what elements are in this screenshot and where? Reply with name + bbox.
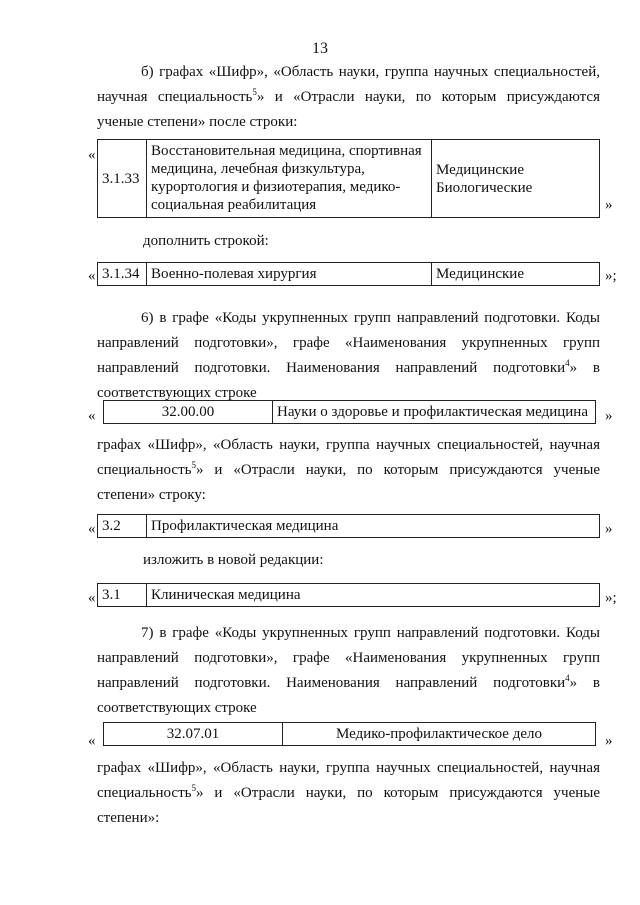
quote-open: « — [88, 268, 96, 284]
quote-close: » — [605, 733, 613, 749]
table-row-3-1-33 — [97, 139, 600, 218]
cell-code: 3.1.33 — [98, 140, 147, 218]
paragraph-b: б) графах «Шифр», «Область науки, группа научных специальностей, научная специальность$^5$» и «Отрасли науки, по которым присуждаются ученые степени» после строки: — [97, 64, 600, 130]
paragraph-7b: графах «Шифр», «Область науки, группа научных специальностей, научная специальность$^5$» и «Отрасли науки, по которым присуждаются ученые степени»: — [97, 760, 600, 826]
edit-line: изложить в новой редакции: — [143, 552, 324, 568]
cell-name: Восстановительная медицина, спортивная медицина, лечебная физкультура, курортология и физиотерапия, медико-социальная реабилитация — [147, 140, 432, 218]
cell-branches: Медицинские — [432, 263, 600, 286]
quote-open: « — [88, 521, 96, 537]
quote-close: » — [605, 197, 613, 213]
cell-name: Клиническая медицина — [147, 584, 600, 607]
page-number: 13 — [312, 40, 328, 57]
table-row-32-00-00 — [103, 400, 596, 424]
cell-name: Профилактическая медицина — [147, 515, 600, 538]
table-row-3-1 — [97, 583, 600, 607]
quote-close: » — [605, 521, 613, 537]
cell-name: Медико-профилактическое дело — [283, 723, 596, 746]
cell-code: 32.07.01 — [104, 723, 283, 746]
cell-code: 3.1 — [98, 584, 147, 607]
add-line: дополнить строкой: — [143, 233, 269, 249]
table-row-3-2 — [97, 514, 600, 538]
quote-close: » — [605, 408, 613, 424]
paragraph-7: 7) в графе «Коды укрупненных групп направлений подготовки. Коды направлений подготовки», графе «Наименования укрупненных групп направлений подготовки. Наименования направлений подготовки$^4$» в соответствующих строке — [97, 625, 600, 716]
quote-open: « — [88, 733, 96, 749]
cell-code: 32.00.00 — [104, 401, 273, 424]
table-row-32-07-01 — [103, 722, 596, 746]
quote-close: »; — [605, 590, 617, 606]
paragraph-6b: графах «Шифр», «Область науки, группа научных специальностей, научная специальность$^5$» и «Отрасли науки, по которым присуждаются ученые степени» строку: — [97, 437, 600, 503]
quote-close: »; — [605, 268, 617, 284]
quote-open: « — [88, 590, 96, 606]
table-row-3-1-34 — [97, 262, 600, 286]
paragraph-6: 6) в графе «Коды укрупненных групп направлений подготовки. Коды направлений подготовки», графе «Наименования укрупненных групп направлений подготовки. Наименования направлений подготовки$^4$» в соответствующих строке — [97, 310, 600, 401]
cell-name: Науки о здоровье и профилактическая медицина — [273, 401, 596, 424]
cell-name: Военно-полевая хирургия — [147, 263, 432, 286]
cell-branches: Медицинские Биологические — [432, 140, 600, 218]
quote-open: « — [88, 408, 96, 424]
cell-code: 3.1.34 — [98, 263, 147, 286]
quote-open: « — [88, 147, 96, 163]
cell-code: 3.2 — [98, 515, 147, 538]
